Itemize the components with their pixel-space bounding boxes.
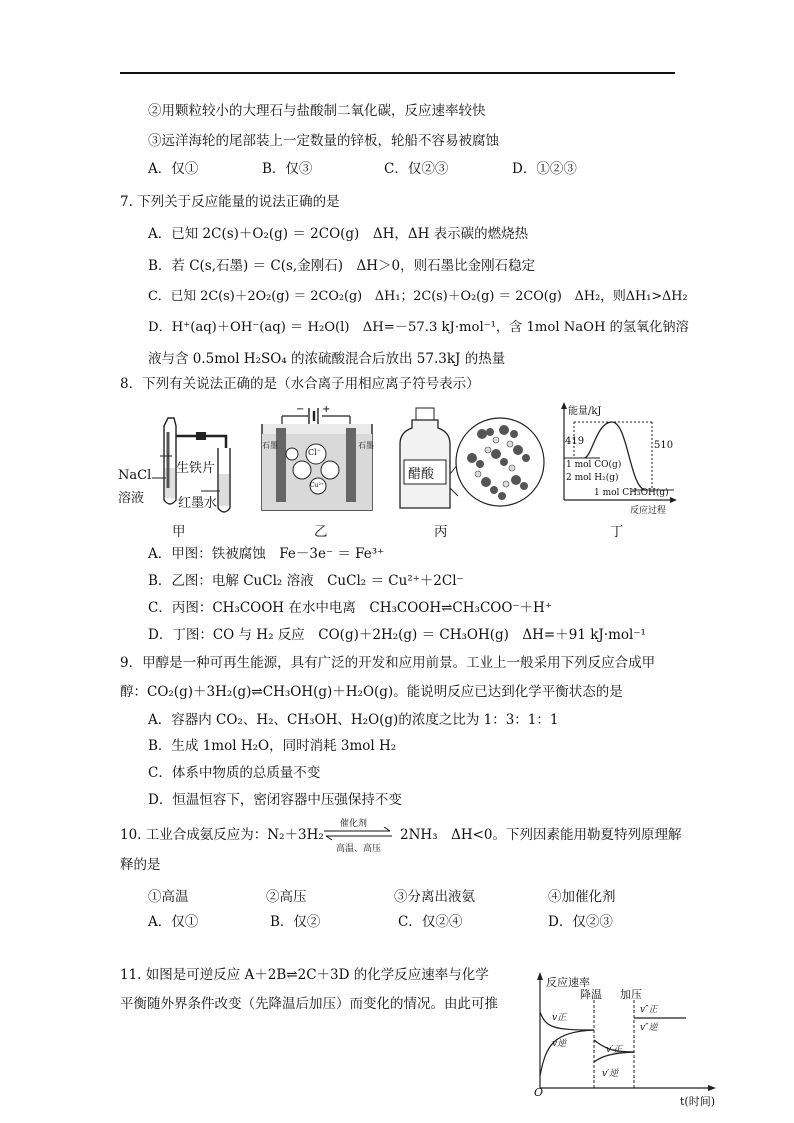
fig-ding-caption: 丁 xyxy=(610,524,624,540)
fig-yi-caption: 乙 xyxy=(314,524,328,540)
fig-ding-val-419: 419 xyxy=(565,436,585,447)
fig-jia-label-nacl: NaCl xyxy=(118,468,152,483)
q10-item-1: ①高温 xyxy=(148,889,189,905)
equilibrium-arrow-icon xyxy=(322,827,394,841)
fig-jia-label-solution: 溶液 xyxy=(118,491,145,506)
q6-option-b[interactable]: B．仅③ xyxy=(262,161,313,177)
fig-jia-caption: 甲 xyxy=(172,524,186,540)
q10-item-4: ④加催化剂 xyxy=(548,889,616,905)
fig-ding-ylabel: 能量/kJ xyxy=(568,406,602,417)
graph-v-reverse: v逆 xyxy=(552,1039,567,1049)
graph-xlabel: t(时间) xyxy=(680,1095,716,1108)
graph-v1-forward: v′正 xyxy=(606,1045,623,1055)
svg-text:+: + xyxy=(322,404,331,415)
fig-yi-ion-cu: Cu²⁺ xyxy=(310,482,325,489)
q9-option-d[interactable]: D．恒温恒容下，密闭容器中压强保持不变 xyxy=(148,792,402,808)
q7-option-a[interactable]: A．已知 2C(s)＋O₂(g) ＝ 2CO(g) ΔH，ΔH 表示碳的燃烧热 xyxy=(148,226,529,242)
q10-arrow-bottom: 高温、高压 xyxy=(336,844,382,854)
graph-v1-reverse: v′逆 xyxy=(602,1069,619,1079)
q10-option-c[interactable]: C．仅②④ xyxy=(398,914,463,930)
q8-option-c[interactable]: C．丙图：CH₃COOH 在水中电离 CH₃COOH⇌CH₃COO⁻＋H⁺ xyxy=(148,600,552,616)
figure-yi xyxy=(256,402,380,514)
graph-v-forward: v正 xyxy=(552,1013,567,1023)
q8-option-d[interactable]: D．丁图：CO 与 H₂ 反应 CO(g)＋2H₂(g) ＝ CH₃OH(g) ΔH=＋91 kJ·mol⁻¹ xyxy=(148,627,646,643)
graph-step-cool: 降温 xyxy=(580,988,602,1001)
q9-option-a[interactable]: A．容器内 CO₂、H₂、CH₃OH、H₂O(g)的浓度之比为 1：3：1：1 xyxy=(148,712,559,728)
q9-option-b[interactable]: B．生成 1mol H₂O，同时消耗 3mol H₂ xyxy=(148,738,397,754)
q10-option-a[interactable]: A．仅① xyxy=(148,914,199,930)
graph-origin: O xyxy=(534,1086,544,1099)
fig-ding-level-h2: 2 mol H₂(g) xyxy=(566,473,619,483)
q9-stem-line2: 醇：CO₂(g)＋3H₂(g)⇌CH₃OH(g)＋H₂O(g)。能说明反应已达到化学平衡状态的是 xyxy=(120,684,623,700)
fig-ding-level-ch3oh: 1 mol CH₃OH(g) xyxy=(594,488,669,498)
q6-item-2: ②用颗粒较小的大理石与盐酸制二氧化碳，反应速率较快 xyxy=(148,103,486,119)
q6-item-3: ③远洋海轮的尾部装上一定数量的锌板，轮船不容易被腐蚀 xyxy=(148,133,499,149)
q9-option-c[interactable]: C．体系中物质的总质量不变 xyxy=(148,765,321,781)
q10-option-d[interactable]: D．仅②③ xyxy=(548,914,613,930)
svg-text:−: − xyxy=(296,404,305,415)
q8-option-b[interactable]: B．乙图：电解 CuCl₂ 溶液 CuCl₂ ＝ Cu²⁺＋2Cl⁻ xyxy=(148,573,464,589)
fig-yi-ion-cl: Cl⁻ xyxy=(308,448,321,457)
fig-yi-right-electrode: 石墨 xyxy=(358,441,374,450)
fig-bing-caption: 丙 xyxy=(434,524,448,540)
graph-v2-forward: v″正 xyxy=(640,1005,658,1015)
q8-option-a[interactable]: A．甲图：铁被腐蚀 Fe－3e⁻ ＝ Fe³⁺ xyxy=(148,546,385,562)
graph-ylabel: 反应速率 xyxy=(546,976,590,989)
q7-option-b[interactable]: B．若 C(s,石墨) ＝ C(s,金刚石) ΔH＞0，则石墨比金刚石稳定 xyxy=(148,258,536,274)
fig-bing-bottle-label: 醋酸 xyxy=(408,467,435,482)
q10-item-2: ②高压 xyxy=(266,889,307,905)
q10-stem-line2: 释的是 xyxy=(120,857,161,873)
fig-yi-left-electrode: 石墨 xyxy=(262,441,278,450)
fig-ding-level-co: 1 mol CO(g) xyxy=(566,460,622,470)
q6-option-d[interactable]: D．①②③ xyxy=(512,161,577,177)
q11-line2: 平衡随外界条件改变（先降温后加压）而变化的情况。由此可推 xyxy=(120,996,498,1012)
q7-option-d-line1[interactable]: D．H⁺(aq)＋OH⁻(aq) ＝ H₂O(l) ΔH=－57.3 kJ·mol⁻¹，含 1mol NaOH 的氢氧化钠溶 xyxy=(148,320,689,335)
q6-option-c[interactable]: C．仅②③ xyxy=(384,161,449,177)
fig-ding-xlabel: 反应过程 xyxy=(630,506,667,516)
fig-jia-label-ink: 红墨水 xyxy=(178,496,218,511)
graph-step-pressure: 加压 xyxy=(620,988,642,1001)
q7-option-d-line2: 液与含 0.5mol H₂SO₄ 的浓硫酸混合后放出 57.3kJ 的热量 xyxy=(148,351,506,367)
q6-option-a[interactable]: A．仅① xyxy=(148,161,199,177)
q10-stem-pre: 10. 工业合成氨反应为：N₂＋3H₂ xyxy=(120,827,324,843)
q7-option-c[interactable]: C．已知 2C(s)＋2O₂(g) ＝ 2CO₂(g) ΔH₁；2C(s)＋O₂(g) ＝ 2CO(g) ΔH₂，则ΔH₁>ΔH₂ xyxy=(148,289,688,304)
fig-jia-label-iron: 生铁片 xyxy=(176,461,216,476)
q8-stem: 8．下列有关说法正确的是（水合离子用相应离子符号表示） xyxy=(120,376,480,392)
graph-v2-reverse: v″逆 xyxy=(640,1023,658,1033)
q10-arrow-top: 催化剂 xyxy=(340,819,368,829)
header-rule xyxy=(120,72,675,74)
q11-line1: 11. 如图是可逆反应 A＋2B⇌2C＋3D 的化学反应速率与化学 xyxy=(120,967,489,983)
q10-option-b[interactable]: B．仅② xyxy=(270,914,321,930)
fig-ding-val-510: 510 xyxy=(654,440,674,451)
q10-stem-post: 2NH₃ ΔH<0。下列因素能用勒夏特列原理解 xyxy=(400,827,682,843)
figure-bing xyxy=(396,404,548,516)
q10-item-3: ③分离出液氨 xyxy=(394,889,475,905)
q7-stem: 7. 下列关于反应能量的说法正确的是 xyxy=(120,194,340,210)
q9-stem-line1: 9．甲醇是一种可再生能源，具有广泛的开发和应用前景。工业上一般采用下列反应合成甲 xyxy=(120,655,656,671)
